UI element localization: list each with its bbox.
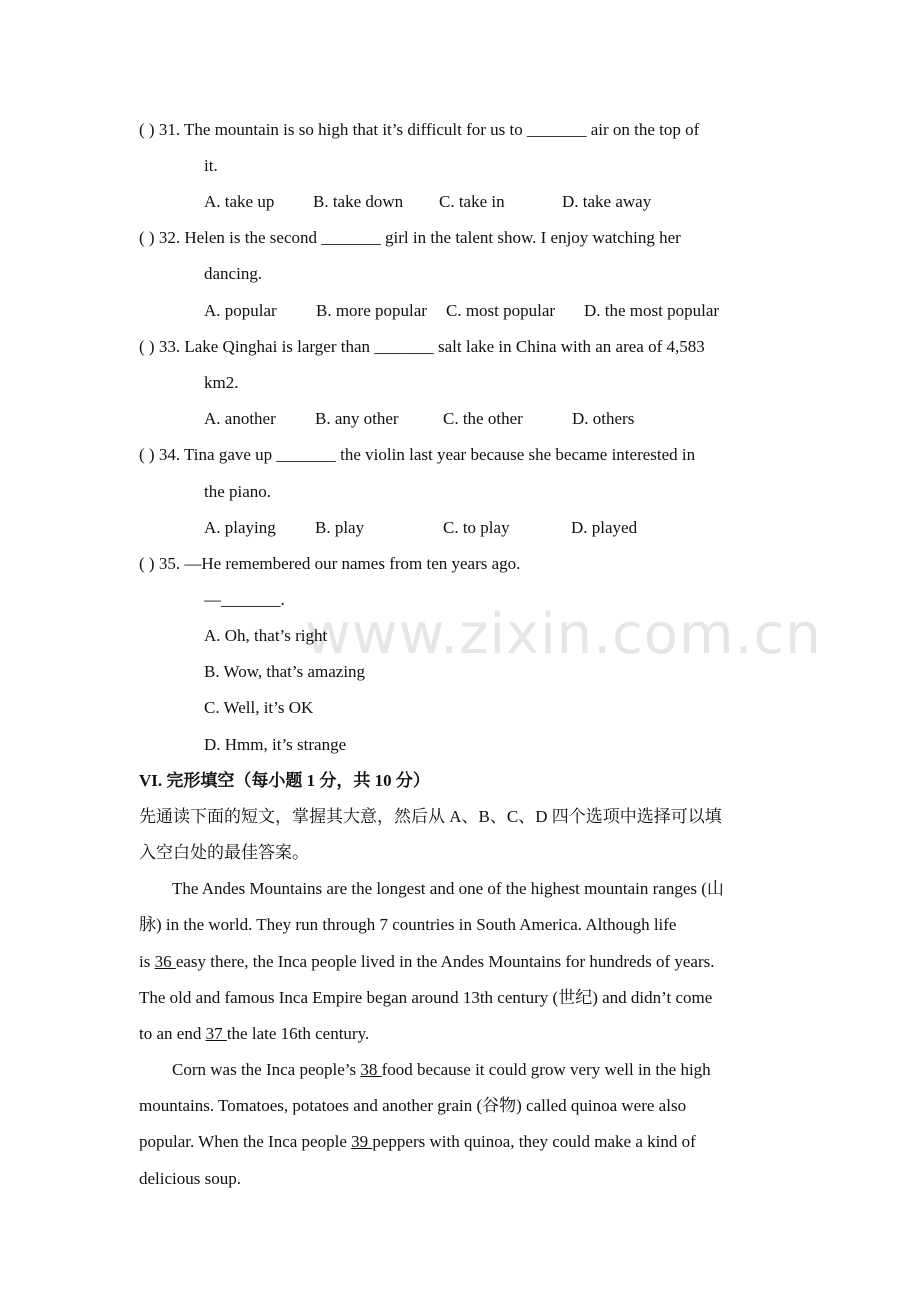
question-text: 33. Lake Qinghai is larger than _______ salt lake in China with an area of 4,583 [158, 337, 705, 356]
answer-paren[interactable]: ( ) [139, 228, 155, 247]
passage-text: easy there, the Inca people lived in the Andes Mountains for hundreds of years. [175, 952, 715, 971]
passage-text: peppers with quinoa, they could make a kind of [372, 1132, 696, 1151]
option-b: B. any other [315, 409, 399, 428]
option-b: B. Wow, that’s amazing [204, 662, 366, 681]
passage-text: is [139, 952, 155, 971]
option-d: D. Hmm, it’s strange [204, 735, 347, 754]
blank-36[interactable]: 36 [154, 952, 176, 971]
answer-paren[interactable]: ( ) [139, 554, 155, 573]
blank-39[interactable]: 39 [351, 1132, 373, 1151]
option-b: B. more popular [316, 301, 427, 320]
passage-line [139, 1023, 369, 1045]
passage-text: popular. When the Inca people [139, 1132, 352, 1151]
passage-line: delicious soup. [139, 1169, 241, 1188]
blank-38[interactable]: 38 [360, 1060, 382, 1079]
question-35 [139, 553, 520, 575]
question-34 [139, 444, 695, 466]
passage-text: Corn was the Inca people’s [172, 1060, 361, 1079]
option-d: D. played [571, 518, 638, 537]
passage-line: The Andes Mountains are the longest and one of the highest mountain ranges (山 [172, 879, 724, 898]
option-d: D. the most popular [584, 301, 720, 320]
option-a: A. Oh, that’s right [204, 626, 328, 645]
option-a: A. take up [204, 192, 275, 211]
question-text: 32. Helen is the second _______ girl in the talent show. I enjoy watching her [158, 228, 681, 247]
section-instruction-continued: 入空白处的最佳答案。 [139, 843, 309, 862]
question-33-continued: km2. [204, 373, 239, 392]
option-a: A. playing [204, 518, 276, 537]
question-32-continued: dancing. [204, 264, 263, 283]
question-text: 31. The mountain is so high that it’s difficult for us to _______ air on the top of [158, 120, 700, 139]
passage-text: to an end [139, 1024, 206, 1043]
section-instruction: 先通读下面的短文，掌握其大意，然后从 A、B、C、D 四个选项中选择可以填 [139, 807, 722, 826]
question-31 [139, 119, 699, 141]
question-text: 34. Tina gave up _______ the violin last year because she became interested in [158, 445, 696, 464]
passage-text: food because it could grow very well in the high [381, 1060, 711, 1079]
section-title: VI. 完形填空（每小题 1 分，共 10 分） [139, 771, 430, 790]
option-d: D. take away [562, 192, 652, 211]
question-32 [139, 227, 681, 249]
question-33 [139, 336, 705, 358]
answer-paren[interactable]: ( ) [139, 445, 155, 464]
option-c: C. Well, it’s OK [204, 698, 314, 717]
passage-line [139, 951, 715, 973]
option-c: C. most popular [446, 301, 556, 320]
answer-paren[interactable]: ( ) [139, 120, 155, 139]
option-c: C. take in [439, 192, 505, 211]
question-31-continued: it. [204, 156, 218, 175]
option-b: B. play [315, 518, 365, 537]
passage-line: The old and famous Inca Empire began around 13th century (世纪) and didn’t come [139, 988, 713, 1007]
option-d: D. others [572, 409, 635, 428]
watermark: www.zixin.com.cn [305, 602, 822, 667]
question-35-continued: —_______. [204, 590, 285, 609]
option-a: A. another [204, 409, 276, 428]
option-c: C. to play [443, 518, 510, 537]
passage-line: mountains. Tomatoes, potatoes and another grain (谷物) called quinoa were also [139, 1096, 687, 1115]
option-b: B. take down [313, 192, 404, 211]
passage-line: 脉) in the world. They run through 7 countries in South America. Although life [139, 915, 677, 934]
question-text: 35. —He remembered our names from ten years ago. [158, 554, 521, 573]
blank-37[interactable]: 37 [205, 1024, 227, 1043]
option-c: C. the other [443, 409, 523, 428]
passage-line [139, 1131, 696, 1153]
passage-text: the late 16th century. [226, 1024, 370, 1043]
question-34-continued: the piano. [204, 482, 272, 501]
option-a: A. popular [204, 301, 277, 320]
passage-line [172, 1059, 711, 1081]
answer-paren[interactable]: ( ) [139, 337, 155, 356]
